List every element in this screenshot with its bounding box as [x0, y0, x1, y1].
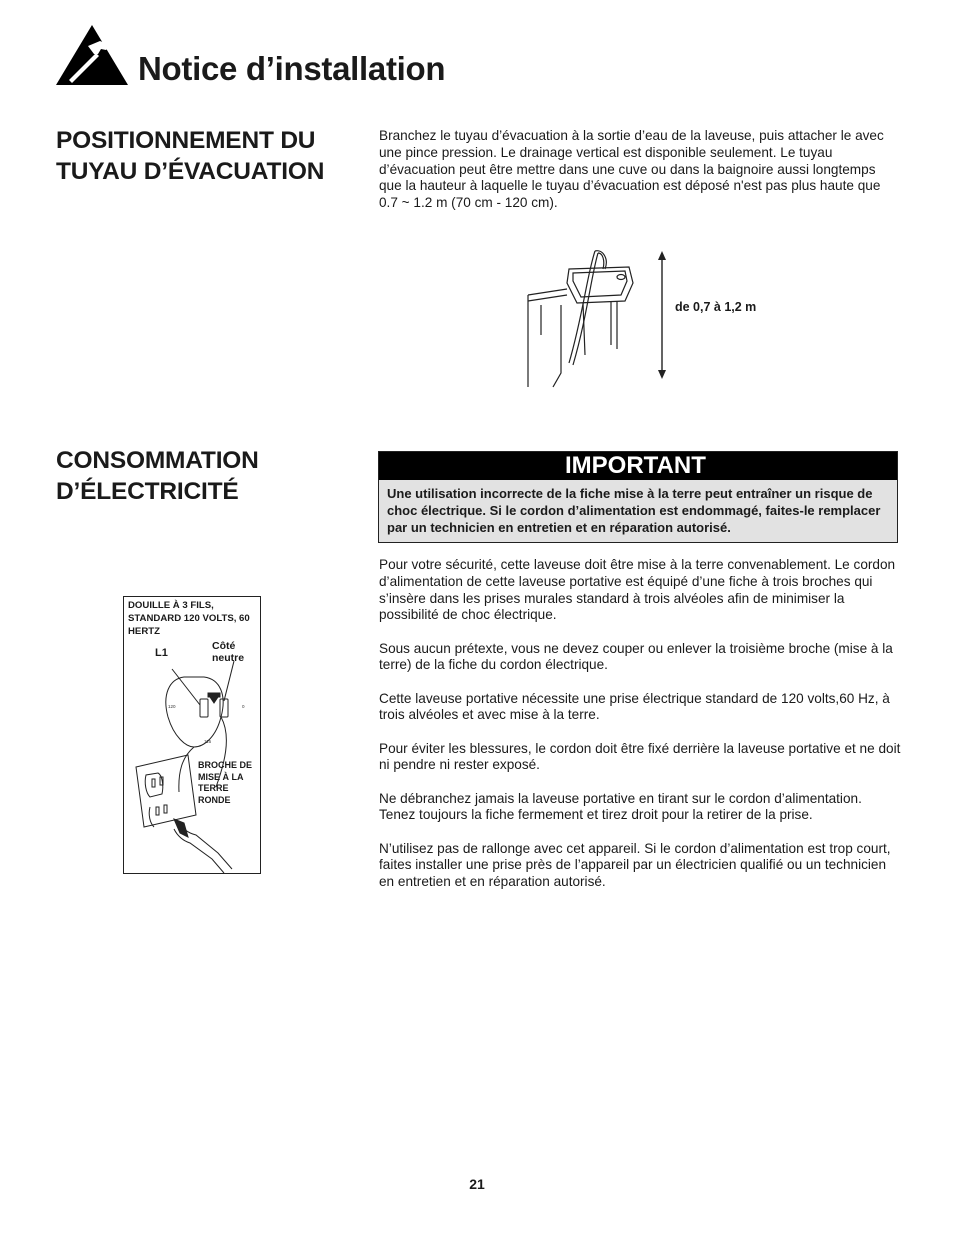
height-range-label: de 0,7 à 1,2 m	[675, 300, 757, 314]
electric-paragraph: Cette laveuse portative nécessite une prise électrique standard de 120 volts,60 Hz, à trois alvéoles et avec mise à la terre.	[379, 690, 890, 723]
page-number: 21	[469, 1176, 485, 1192]
label-ground-prong: BROCHE DE MISE À LA TERRE RONDE	[198, 760, 253, 805]
electric-instructions	[379, 557, 901, 907]
important-text: Une utilisation incorrecte de la fiche mise à la terre peut entraîner un risque de choc électrique. Si le cordon d’alimentation est endommagé, faites-le remplacer par un technicien en entretien et en réparation autorisé.	[379, 480, 897, 542]
page-title: Notice d’installation	[138, 50, 446, 87]
drain-hose-illustration	[525, 245, 695, 390]
label-neutral-side: Côté neutre	[212, 640, 245, 664]
svg-text:120: 120	[168, 704, 176, 709]
drain-instructions: Branchez le tuyau d’évacuation à la sortie d’eau de la laveuse, puis attacher le avec une pince pression. Le drainage vertical est disponible seulement. Le tuyau d’évacuation peut être mettre dans une cuve ou dans la baignoire aussi longtemps que la hauteur à laquelle le tuyau d’évacuation est déposé n'est pas plus haute que 0.7 ~ 1.2 m (70 cm - 120 cm).	[379, 128, 884, 211]
svg-text:0: 0	[242, 704, 245, 709]
electric-paragraph: Ne débranchez jamais la laveuse portative en tirant sur le cordon d’alimentation. Tenez toujours la fiche fermement et tirez droit pour la retirer de la prise.	[379, 790, 862, 823]
important-warning-box	[378, 451, 898, 543]
electric-paragraph: N’utilisez pas de rallonge avec cet appareil. Si le cordon d’alimentation est trop court, faites installer une prise près de l’appareil par un électricien qualifié ou un technicien en entretien et en réparation autorisé.	[379, 840, 891, 890]
drain-section-heading: POSITIONNEMENT DU TUYAU D’ÉVACUATION	[56, 127, 325, 185]
outlet-diagram	[123, 596, 261, 874]
electric-paragraph: Pour éviter les blessures, le cordon doit être fixé derrière la laveuse portative et ne doit ni pendre ni rester exposé.	[379, 740, 901, 773]
svg-text:115: 115	[204, 739, 212, 744]
outlet-header: DOUILLE À 3 FILS, STANDARD 120 VOLTS, 60 HERTZ	[128, 600, 250, 637]
electric-paragraph: Sous aucun prétexte, vous ne devez couper ou enlever la troisième broche (mise à la terre) de la fiche du cordon électrique.	[379, 640, 893, 673]
label-l1: L1	[155, 647, 168, 659]
electric-section-heading: CONSOMMATION D’ÉLECTRICITÉ	[56, 447, 259, 505]
electric-paragraph: Pour votre sécurité, cette laveuse doit être mise à la terre convenablement. Le cordon d’alimentation de cette laveuse portative est équipé d’une fiche à trois broches qui s’insère dans les prises murales standard à trois alvéoles afin de minimiser la possibilité de choc électrique.	[379, 557, 896, 623]
hammer-triangle-icon	[55, 24, 129, 86]
important-title: IMPORTANT	[379, 452, 897, 480]
